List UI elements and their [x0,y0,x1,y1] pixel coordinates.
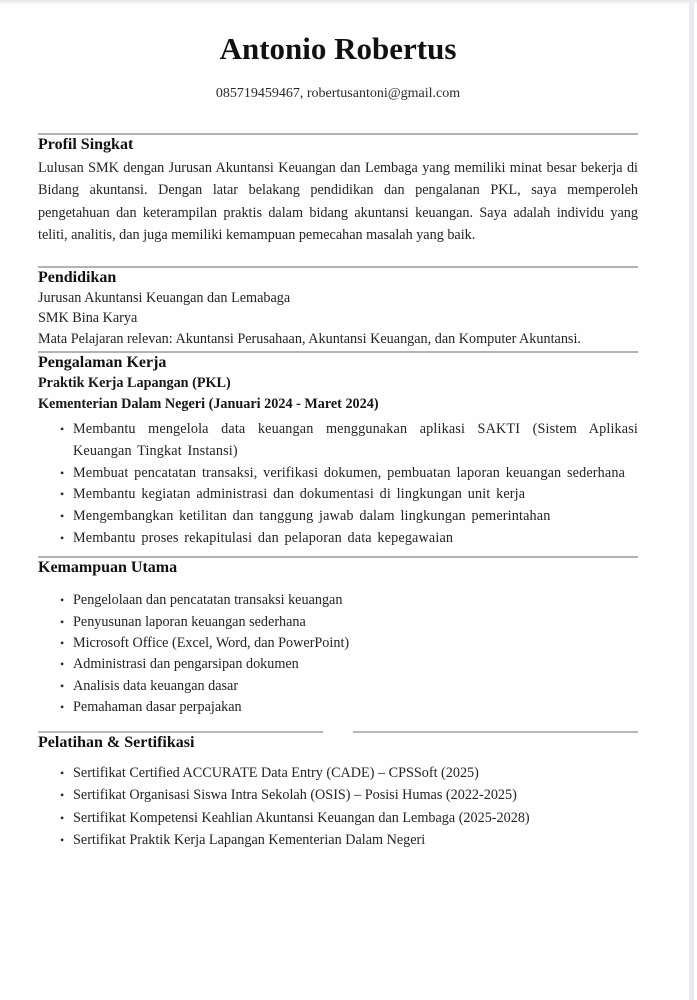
section-title-profil: Profil Singkat [38,136,134,153]
resume-content [38,0,638,851]
list-item: • Administrasi dan pengarsipan dokumen [60,654,638,675]
section-title-pendidikan: Pendidikan [38,268,117,286]
divider-segment [353,731,638,733]
list-item: • Sertifikat Kompetensi Keahlian Akuntansi Keuangan dan Lembaga (2025-2028) [60,807,638,829]
list-item: • Membuat pencatatan transaksi, verifikasi dokumen, pembuatan laporan keuangan sederhana [60,463,638,485]
list-item: • Sertifikat Certified ACCURATE Data Entry (CADE) – CPSSoft (2025) [60,762,638,784]
job-employer-period: Kementerian Dalam Negeri (Januari 2024 - Maret 2024) [38,396,379,413]
candidate-name: Antonio Robertus [219,31,457,66]
list-item: • Penyusunan laporan keuangan sederhana [60,612,638,633]
pelatihan-bullet-list [38,762,638,851]
list-item: • Membantu mengelola data keuangan menggunakan aplikasi SAKTI (Sistem Aplikasi Keuangan Tingkat Instansi) [60,419,638,462]
pendidikan-line: SMK Bina Karya [38,310,138,327]
section-title-kemampuan: Kemampuan Utama [38,559,178,577]
section-pelatihan-sertifikasi [38,733,638,851]
section-title-pengalaman: Pengalaman Kerja [38,354,167,372]
section-kemampuan-utama [38,558,638,718]
section-profil-singkat [38,135,638,247]
pendidikan-line: Mata Pelajaran relevan: Akuntansi Perusahaan, Akuntansi Keuangan, dan Komputer Akuntansi. [38,330,581,347]
list-item: • Analisis data keuangan dasar [60,676,638,697]
section-title-pelatihan: Pelatihan & Sertifikasi [38,734,195,752]
pendidikan-lines [38,288,638,350]
list-item: • Microsoft Office (Excel, Word, dan PowerPoint) [60,633,638,654]
profil-paragraph: Lulusan SMK dengan Jurusan Akuntansi Keuangan dan Lembaga yang memiliki minat besar bekerja di Bidang akuntansi. Dengan latar belakang pendidikan dan pengalanan PKL, saya memperoleh pengetahuan dan keterampilan praktis dalam bidang akuntansi keuangan. Saya adalah individu yang teliti, analitis, dan juga memiliki kemampuan pemecahan masalah yang baik. [38,160,638,244]
list-item: • Pengelolaan dan pencatatan transaksi keuangan [60,590,638,611]
section-pendidikan [38,268,638,350]
pendidikan-line: Jurusan Akuntansi Keuangan dan Lemabaga [38,289,291,306]
photo-right-edge [689,0,694,1000]
list-item: • Sertifikat Praktik Kerja Lapangan Kementerian Dalam Negeri [60,829,638,851]
list-item: • Mengembangkan ketilitan dan tanggung jawab dalam lingkungan pemerintahan [60,506,638,528]
list-item: • Membantu kegiatan administrasi dan dokumentasi di lingkungan unit kerja [60,484,638,506]
section-pengalaman-kerja [38,353,638,549]
resume-header [38,30,638,102]
contact-line: 085719459467, robertusantoni@gmail.com [215,86,461,101]
kemampuan-bullet-list [38,590,638,718]
job-title: Praktik Kerja Lapangan (PKL) [38,375,231,392]
list-item: • Sertifikat Organisasi Siswa Intra Sekolah (OSIS) – Posisi Humas (2022-2025) [60,784,638,806]
list-item: • Pemahaman dasar perpajakan [60,697,638,718]
pengalaman-bullet-list [38,419,638,549]
list-item: • Membantu proses rekapitulasi dan pelaporan data kepegawaian [60,528,638,550]
